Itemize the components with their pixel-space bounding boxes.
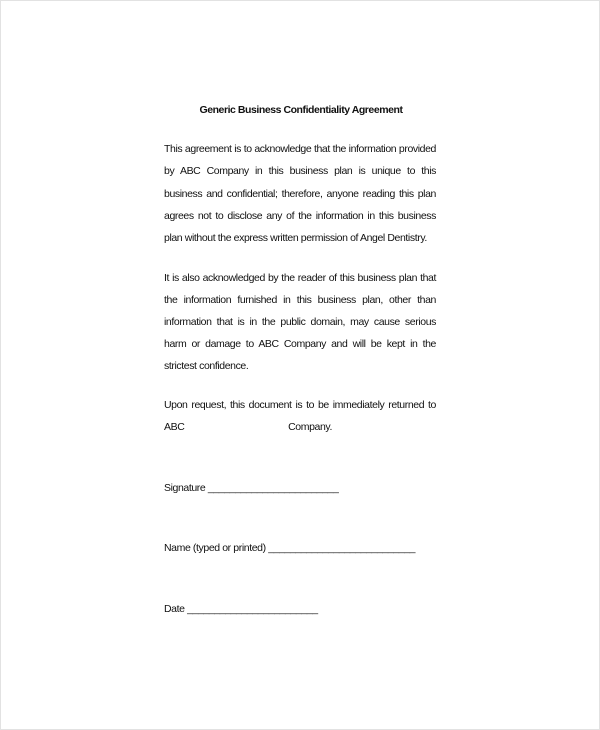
paragraph-2-line: information that is in the public domain, may cause serious — [164, 316, 436, 328]
signature-field: Signature ________________________ — [164, 482, 339, 494]
paragraph-2-line: harm or damage to ABC Company and will be kept in the — [164, 338, 436, 350]
paragraph-1-line: business and confidential; therefore, anyone reading this plan — [164, 188, 436, 200]
document-title: Generic Business Confidentiality Agreement — [199, 104, 403, 116]
paragraph-3-line: ABC Company. — [164, 421, 332, 433]
paragraph-2-line: the information furnished in this business plan, other than — [164, 294, 436, 306]
paragraph-2-line: strictest confidence. — [164, 360, 249, 372]
paragraph-1-line: by ABC Company in this business plan is unique to this — [164, 165, 436, 177]
paragraph-1-line: plan without the express written permission of Angel Dentistry. — [164, 232, 427, 244]
paragraph-1-line: This agreement is to acknowledge that the information provided — [164, 143, 436, 155]
date-field: Date ________________________ — [164, 603, 318, 615]
paragraph-3-line: Upon request, this document is to be immediately returned to — [164, 399, 436, 411]
paragraph-2-line: It is also acknowledged by the reader of this business plan that — [164, 272, 436, 284]
paragraph-1-line: agrees not to disclose any of the information in this business — [164, 210, 436, 222]
name-field: Name (typed or printed) ___________________________ — [164, 542, 416, 554]
